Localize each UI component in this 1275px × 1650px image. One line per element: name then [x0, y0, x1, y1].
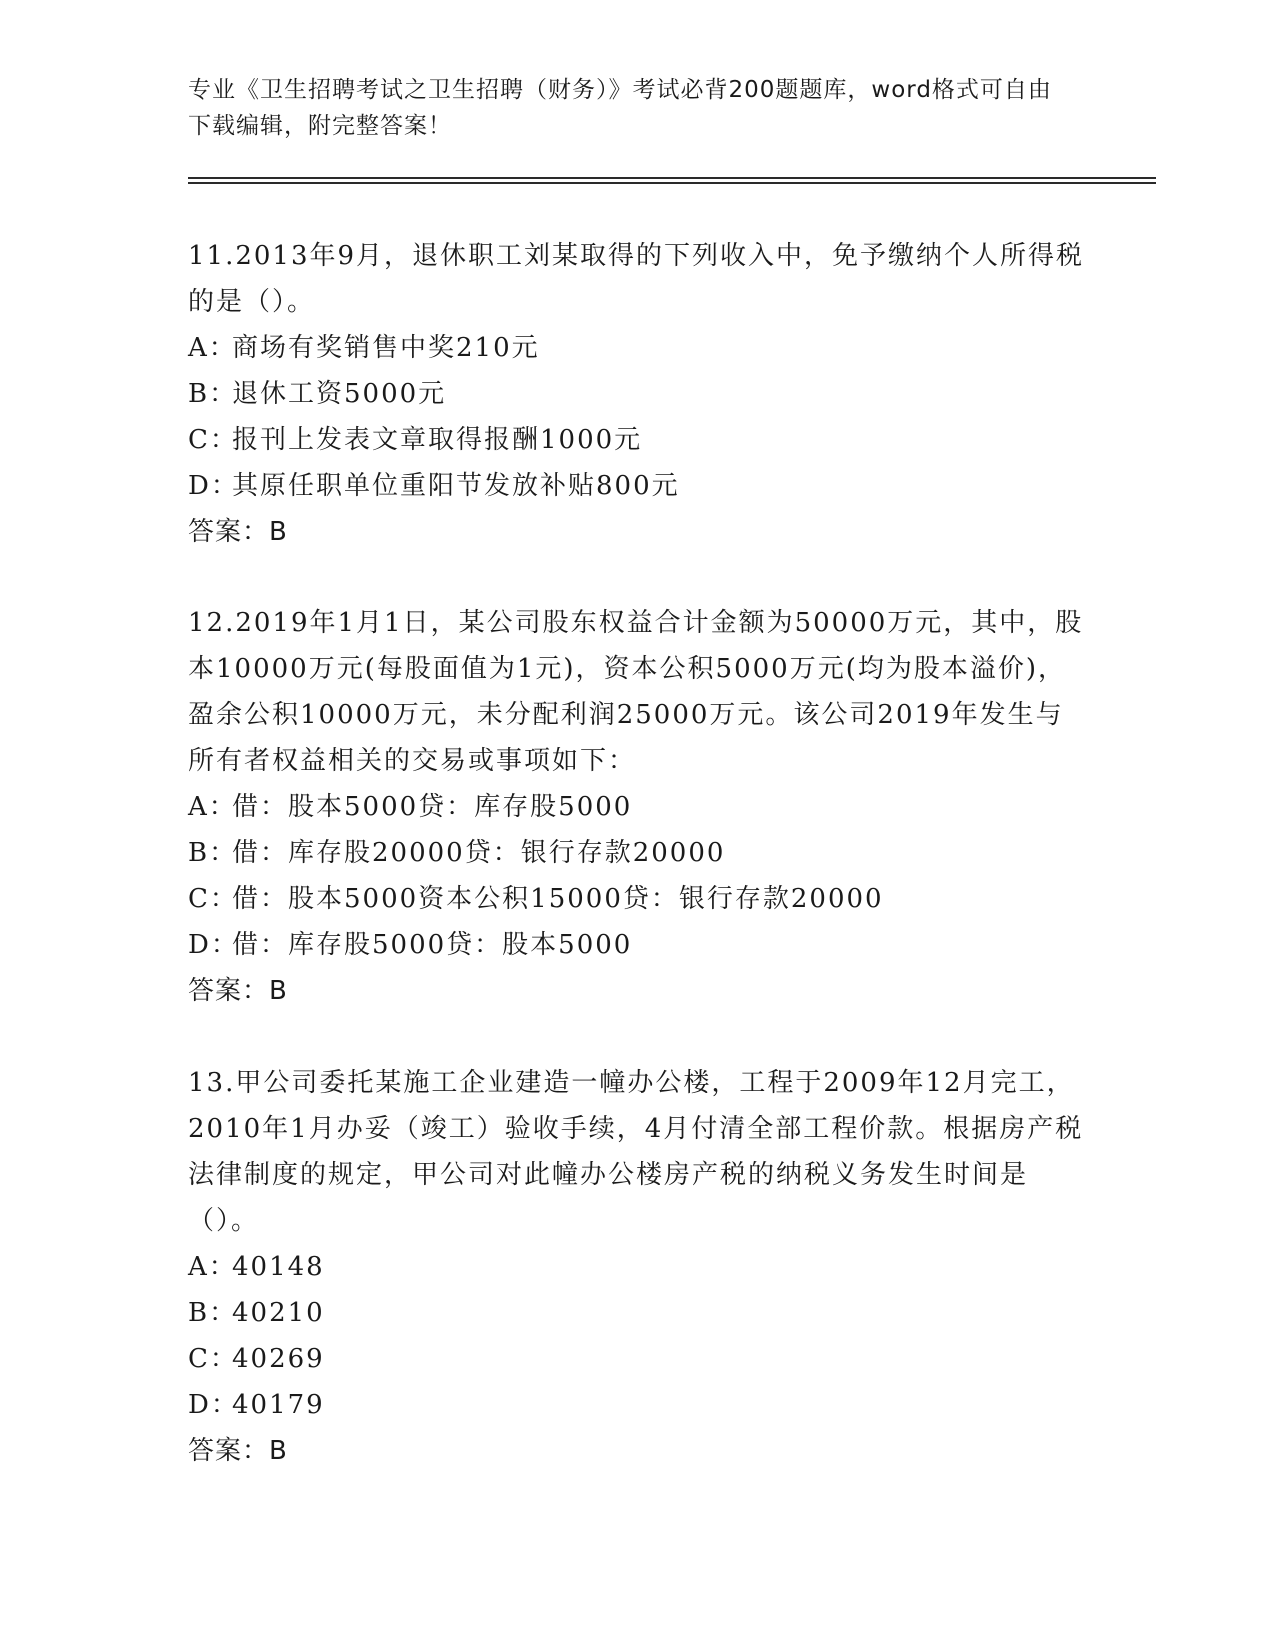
option-text: 40148: [232, 1252, 325, 1282]
option-d: [188, 922, 1088, 968]
option-key: D：: [188, 1390, 239, 1420]
option-b: [188, 371, 1088, 417]
option-a: [188, 1244, 1088, 1290]
option-key: C：: [188, 884, 238, 914]
answer-line: 答案：B: [188, 1436, 288, 1466]
option-text: 借：库存股20000贷：银行存款20000: [232, 838, 726, 868]
option-c: [188, 417, 1088, 463]
option-d: [188, 463, 1088, 509]
option-text: 40269: [232, 1344, 325, 1374]
option-key: C：: [188, 1344, 238, 1374]
option-a: [188, 325, 1088, 371]
question-11: [188, 233, 1088, 555]
option-key: B：: [188, 379, 238, 409]
question-stem: 13.甲公司委托某施工企业建造一幢办公楼，工程于2009年12月完工，2010年1月办妥（竣工）验收手续，4月付清全部工程价款。根据房产税法律制度的规定，甲公司对此幢办公楼房产税的纳税义务发生时间是（）。: [188, 1068, 1084, 1236]
option-key: A：: [188, 333, 237, 363]
option-text: 其原任职单位重阳节发放补贴800元: [232, 471, 680, 501]
option-a: [188, 784, 1088, 830]
option-text: 报刊上发表文章取得报酬1000元: [232, 425, 643, 455]
question-stem: 11.2013年9月，退休职工刘某取得的下列收入中，免予缴纳个人所得税的是（）。: [188, 241, 1085, 317]
option-key: A：: [188, 1252, 237, 1282]
question-13: [188, 1060, 1088, 1474]
option-key: B：: [188, 838, 238, 868]
option-key: C：: [188, 425, 238, 455]
option-key: B：: [188, 1298, 238, 1328]
option-key: D：: [188, 471, 239, 501]
option-c: [188, 1336, 1088, 1382]
option-text: 退休工资5000元: [232, 379, 447, 409]
option-d: [188, 1382, 1088, 1428]
option-text: 借：库存股5000贷：股本5000: [232, 930, 633, 960]
question-stem: 12.2019年1月1日，某公司股东权益合计金额为50000万元，其中，股本10000万元(每股面值为1元)，资本公积5000万元(均为股本溢价)，盈余公积10000万元，未分配利润25000万元。该公司2019年发生与所有者权益相关的交易或事项如下：: [188, 608, 1084, 776]
document-intro: 专业《卫生招聘考试之卫生招聘（财务）》考试必背200题题库，word格式可自由下载编辑，附完整答案！: [188, 77, 1052, 139]
header-divider-top: [188, 177, 1156, 179]
option-text: 借：股本5000资本公积15000贷：银行存款20000: [232, 884, 884, 914]
option-text: 商场有奖销售中奖210元: [232, 333, 540, 363]
option-text: 40210: [232, 1298, 325, 1328]
header-divider-bottom: [188, 182, 1156, 184]
answer-line: 答案：B: [188, 517, 288, 547]
option-key: D：: [188, 930, 239, 960]
option-key: A：: [188, 792, 237, 822]
option-b: [188, 830, 1088, 876]
option-text: 借：股本5000贷：库存股5000: [232, 792, 633, 822]
option-c: [188, 876, 1088, 922]
question-12: [188, 600, 1088, 1014]
answer-line: 答案：B: [188, 976, 288, 1006]
option-text: 40179: [232, 1390, 325, 1420]
option-b: [188, 1290, 1088, 1336]
